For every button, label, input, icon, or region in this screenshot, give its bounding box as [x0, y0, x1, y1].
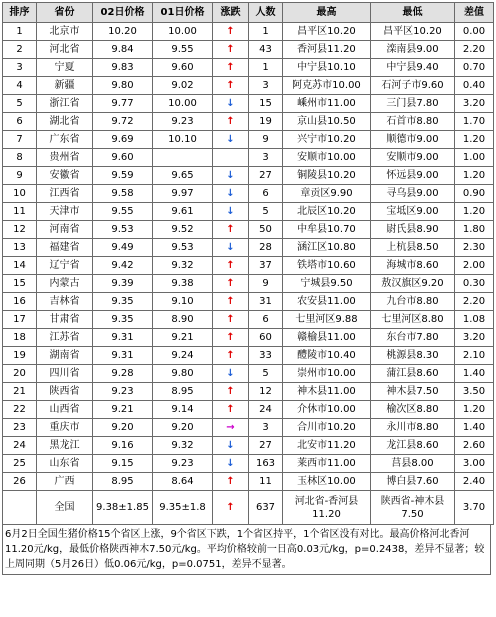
table-row — [3, 329, 494, 347]
rank-cell: 4 — [3, 77, 37, 95]
low-cell: 怀远县9.00 — [371, 167, 455, 185]
high-cell: 崇州市10.00 — [283, 365, 371, 383]
high-cell: 涵江区10.80 — [283, 239, 371, 257]
count-cell: 19 — [249, 113, 283, 131]
total-high: 河北省-香河县11.20 — [283, 491, 371, 525]
diff-cell: 2.30 — [455, 239, 494, 257]
diff-cell: 1.70 — [455, 113, 494, 131]
rank-cell: 10 — [3, 185, 37, 203]
province-cell: 广西 — [37, 473, 93, 491]
price-02-cell: 9.15 — [93, 455, 153, 473]
count-cell: 60 — [249, 329, 283, 347]
low-cell: 七里河区8.80 — [371, 311, 455, 329]
low-cell: 顺德市9.00 — [371, 131, 455, 149]
province-cell: 辽宁省 — [37, 257, 93, 275]
rank-cell: 7 — [3, 131, 37, 149]
province-cell: 江西省 — [37, 185, 93, 203]
high-cell: 合川市10.20 — [283, 419, 371, 437]
price-01-cell: 9.14 — [153, 401, 213, 419]
diff-cell: 3.20 — [455, 329, 494, 347]
header-low: 最低 — [371, 3, 455, 23]
province-cell: 湖南省 — [37, 347, 93, 365]
price-01-cell: 9.38 — [153, 275, 213, 293]
trend-down-icon: ↓ — [213, 455, 249, 473]
count-cell: 33 — [249, 347, 283, 365]
low-cell: 永川市8.80 — [371, 419, 455, 437]
table-row — [3, 113, 494, 131]
rank-cell: 25 — [3, 455, 37, 473]
table-row — [3, 59, 494, 77]
price-02-cell: 9.77 — [93, 95, 153, 113]
low-cell: 九台市8.80 — [371, 293, 455, 311]
table-row — [3, 131, 494, 149]
header-high: 最高 — [283, 3, 371, 23]
trend-up-icon: ↑ — [213, 257, 249, 275]
total-diff: 3.70 — [455, 491, 494, 525]
province-cell: 浙江省 — [37, 95, 93, 113]
price-01-cell: 9.53 — [153, 239, 213, 257]
diff-cell: 3.20 — [455, 95, 494, 113]
price-02-cell: 10.20 — [93, 23, 153, 41]
count-cell: 11 — [249, 473, 283, 491]
diff-cell: 2.60 — [455, 437, 494, 455]
province-cell: 北京市 — [37, 23, 93, 41]
table-row — [3, 185, 494, 203]
count-cell: 3 — [249, 419, 283, 437]
diff-cell: 1.40 — [455, 365, 494, 383]
table-row — [3, 239, 494, 257]
trend-up-icon: ↑ — [213, 311, 249, 329]
price-02-cell: 9.72 — [93, 113, 153, 131]
province-cell: 河南省 — [37, 221, 93, 239]
table-row — [3, 473, 494, 491]
count-cell: 1 — [249, 59, 283, 77]
diff-cell: 1.20 — [455, 131, 494, 149]
total-trend-icon: ↑ — [213, 491, 249, 525]
rank-cell: 12 — [3, 221, 37, 239]
table-row — [3, 149, 494, 167]
low-cell: 榆次区8.80 — [371, 401, 455, 419]
price-01-cell: 8.95 — [153, 383, 213, 401]
price-01-cell: 8.90 — [153, 311, 213, 329]
diff-cell: 1.20 — [455, 401, 494, 419]
count-cell: 12 — [249, 383, 283, 401]
price-01-cell: 9.24 — [153, 347, 213, 365]
low-cell: 昌平区10.20 — [371, 23, 455, 41]
count-cell: 28 — [249, 239, 283, 257]
rank-cell: 1 — [3, 23, 37, 41]
price-02-cell: 9.42 — [93, 257, 153, 275]
high-cell: 北安市11.20 — [283, 437, 371, 455]
price-01-cell: 9.55 — [153, 41, 213, 59]
diff-cell: 2.40 — [455, 473, 494, 491]
table-row — [3, 383, 494, 401]
price-01-cell: 9.97 — [153, 185, 213, 203]
high-cell: 中宁县10.10 — [283, 59, 371, 77]
rank-cell: 18 — [3, 329, 37, 347]
province-cell: 陕西省 — [37, 383, 93, 401]
price-02-cell: 9.69 — [93, 131, 153, 149]
trend-down-icon: ↓ — [213, 131, 249, 149]
table-row — [3, 77, 494, 95]
high-cell: 醴陵市10.40 — [283, 347, 371, 365]
count-cell: 163 — [249, 455, 283, 473]
table-header-row — [3, 3, 494, 23]
price-02-cell: 9.31 — [93, 347, 153, 365]
table-row — [3, 167, 494, 185]
table-row — [3, 95, 494, 113]
province-cell: 黑龙江 — [37, 437, 93, 455]
province-cell: 天津市 — [37, 203, 93, 221]
total-count: 637 — [249, 491, 283, 525]
diff-cell: 2.20 — [455, 293, 494, 311]
low-cell: 神木县7.50 — [371, 383, 455, 401]
header-rank: 排序 — [3, 3, 37, 23]
price-02-cell: 9.60 — [93, 149, 153, 167]
low-cell: 海城市8.60 — [371, 257, 455, 275]
trend-up-icon: ↑ — [213, 347, 249, 365]
low-cell: 寻乌县9.00 — [371, 185, 455, 203]
trend-up-icon: ↑ — [213, 383, 249, 401]
price-02-cell: 9.16 — [93, 437, 153, 455]
high-cell: 农安县11.00 — [283, 293, 371, 311]
rank-cell: 21 — [3, 383, 37, 401]
province-cell: 吉林省 — [37, 293, 93, 311]
header-diff: 差值 — [455, 3, 494, 23]
high-cell: 莱西市11.00 — [283, 455, 371, 473]
low-cell: 博白县7.60 — [371, 473, 455, 491]
table-row — [3, 221, 494, 239]
price-01-cell: 9.32 — [153, 257, 213, 275]
count-cell: 6 — [249, 185, 283, 203]
trend-up-icon: ↑ — [213, 221, 249, 239]
price-01-cell — [153, 149, 213, 167]
diff-cell: 1.20 — [455, 203, 494, 221]
price-02-cell: 9.28 — [93, 365, 153, 383]
table-row — [3, 455, 494, 473]
trend-up-icon: ↑ — [213, 329, 249, 347]
rank-cell: 16 — [3, 293, 37, 311]
total-price-01: 9.35±1.8 — [153, 491, 213, 525]
price-02-cell: 8.95 — [93, 473, 153, 491]
trend-up-icon: ↑ — [213, 113, 249, 131]
rank-cell: 5 — [3, 95, 37, 113]
rank-cell: 15 — [3, 275, 37, 293]
province-cell: 江苏省 — [37, 329, 93, 347]
low-cell: 东台市7.80 — [371, 329, 455, 347]
province-cell: 湖北省 — [37, 113, 93, 131]
price-01-cell: 9.02 — [153, 77, 213, 95]
table-row — [3, 257, 494, 275]
trend-down-icon: ↓ — [213, 365, 249, 383]
high-cell: 章贡区9.90 — [283, 185, 371, 203]
table-row — [3, 437, 494, 455]
price-01-cell: 9.32 — [153, 437, 213, 455]
count-cell: 6 — [249, 311, 283, 329]
count-cell: 43 — [249, 41, 283, 59]
price-02-cell: 9.59 — [93, 167, 153, 185]
trend-flat-icon: → — [213, 419, 249, 437]
low-cell: 上杭县8.50 — [371, 239, 455, 257]
diff-cell: 1.08 — [455, 311, 494, 329]
trend-down-icon: ↓ — [213, 239, 249, 257]
rank-cell: 20 — [3, 365, 37, 383]
price-01-cell: 9.20 — [153, 419, 213, 437]
price-02-cell: 9.83 — [93, 59, 153, 77]
table-row — [3, 401, 494, 419]
table-body — [3, 23, 494, 491]
province-cell: 河北省 — [37, 41, 93, 59]
summary-note: 6月2日全国生猪价格15个省区上涨，9个省区下跌，1个省区持平，1个省区没有对比。最高价格河北香河11.20元/kg，最低价格陕西神木7.50元/kg。平均价格较前一日高0.03元/kg，p=0.2438，差异不显著；较上周同期（5月26日）低0.06元/kg，p=0.0751，差异不显著。 — [2, 525, 491, 575]
table-row — [3, 275, 494, 293]
header-trend: 涨跌 — [213, 3, 249, 23]
diff-cell: 3.00 — [455, 455, 494, 473]
price-01-cell: 9.10 — [153, 293, 213, 311]
diff-cell: 2.20 — [455, 41, 494, 59]
price-01-cell: 9.23 — [153, 113, 213, 131]
price-02-cell: 9.20 — [93, 419, 153, 437]
count-cell: 37 — [249, 257, 283, 275]
low-cell: 蒲江县8.60 — [371, 365, 455, 383]
province-cell: 福建省 — [37, 239, 93, 257]
trend-down-icon: ↓ — [213, 185, 249, 203]
diff-cell: 0.40 — [455, 77, 494, 95]
high-cell: 香河县11.20 — [283, 41, 371, 59]
count-cell: 9 — [249, 275, 283, 293]
price-01-cell: 9.61 — [153, 203, 213, 221]
rank-cell: 17 — [3, 311, 37, 329]
trend-up-icon: ↑ — [213, 41, 249, 59]
price-01-cell: 9.21 — [153, 329, 213, 347]
diff-cell: 0.30 — [455, 275, 494, 293]
trend-up-icon: ↑ — [213, 59, 249, 77]
trend-up-icon: ↑ — [213, 401, 249, 419]
diff-cell: 0.90 — [455, 185, 494, 203]
count-cell: 3 — [249, 77, 283, 95]
province-cell: 甘肃省 — [37, 311, 93, 329]
price-02-cell: 9.23 — [93, 383, 153, 401]
province-cell: 内蒙古 — [37, 275, 93, 293]
trend-down-icon: ↓ — [213, 95, 249, 113]
total-row — [3, 491, 494, 525]
diff-cell: 0.70 — [455, 59, 494, 77]
rank-cell: 19 — [3, 347, 37, 365]
price-02-cell: 9.84 — [93, 41, 153, 59]
price-01-cell: 9.80 — [153, 365, 213, 383]
price-02-cell: 9.35 — [93, 293, 153, 311]
rank-cell: 3 — [3, 59, 37, 77]
province-cell: 安徽省 — [37, 167, 93, 185]
trend-cell — [213, 149, 249, 167]
price-table — [2, 2, 494, 525]
price-02-cell: 9.35 — [93, 311, 153, 329]
trend-up-icon: ↑ — [213, 275, 249, 293]
rank-cell: 8 — [3, 149, 37, 167]
rank-cell: 6 — [3, 113, 37, 131]
count-cell: 5 — [249, 365, 283, 383]
table-row — [3, 23, 494, 41]
low-cell: 安顺市9.00 — [371, 149, 455, 167]
high-cell: 神木县11.00 — [283, 383, 371, 401]
trend-up-icon: ↑ — [213, 293, 249, 311]
low-cell: 宝坻区9.00 — [371, 203, 455, 221]
low-cell: 中宁县9.40 — [371, 59, 455, 77]
high-cell: 阿克苏市10.00 — [283, 77, 371, 95]
price-02-cell: 9.80 — [93, 77, 153, 95]
high-cell: 京山县10.50 — [283, 113, 371, 131]
count-cell: 31 — [249, 293, 283, 311]
trend-up-icon: ↑ — [213, 77, 249, 95]
price-02-cell: 9.53 — [93, 221, 153, 239]
low-cell: 尉氏县8.90 — [371, 221, 455, 239]
price-01-cell: 10.10 — [153, 131, 213, 149]
province-cell: 四川省 — [37, 365, 93, 383]
table-row — [3, 311, 494, 329]
province-cell: 广东省 — [37, 131, 93, 149]
trend-up-icon: ↑ — [213, 473, 249, 491]
high-cell: 昌平区10.20 — [283, 23, 371, 41]
diff-cell: 1.00 — [455, 149, 494, 167]
table-row — [3, 41, 494, 59]
rank-cell: 2 — [3, 41, 37, 59]
low-cell: 石首市8.80 — [371, 113, 455, 131]
province-cell: 重庆市 — [37, 419, 93, 437]
count-cell: 50 — [249, 221, 283, 239]
high-cell: 介休市10.00 — [283, 401, 371, 419]
province-cell: 新疆 — [37, 77, 93, 95]
rank-cell: 11 — [3, 203, 37, 221]
high-cell: 中牟县10.70 — [283, 221, 371, 239]
diff-cell: 0.00 — [455, 23, 494, 41]
price-01-cell: 8.64 — [153, 473, 213, 491]
table-row — [3, 365, 494, 383]
diff-cell: 1.40 — [455, 419, 494, 437]
trend-down-icon: ↓ — [213, 437, 249, 455]
count-cell: 3 — [249, 149, 283, 167]
price-01-cell: 9.23 — [153, 455, 213, 473]
trend-down-icon: ↓ — [213, 203, 249, 221]
header-count: 人数 — [249, 3, 283, 23]
total-label: 全国 — [37, 491, 93, 525]
total-price-02: 9.38±1.85 — [93, 491, 153, 525]
rank-cell: 26 — [3, 473, 37, 491]
high-cell: 北辰区10.20 — [283, 203, 371, 221]
count-cell: 9 — [249, 131, 283, 149]
header-price-02: 02日价格 — [93, 3, 153, 23]
price-01-cell: 9.52 — [153, 221, 213, 239]
count-cell: 1 — [249, 23, 283, 41]
total-rank-cell — [3, 491, 37, 525]
header-price-01: 01日价格 — [153, 3, 213, 23]
price-02-cell: 9.55 — [93, 203, 153, 221]
high-cell: 安顺市10.00 — [283, 149, 371, 167]
diff-cell: 3.50 — [455, 383, 494, 401]
rank-cell: 23 — [3, 419, 37, 437]
rank-cell: 13 — [3, 239, 37, 257]
high-cell: 铜陵县10.20 — [283, 167, 371, 185]
trend-down-icon: ↓ — [213, 167, 249, 185]
province-cell: 山东省 — [37, 455, 93, 473]
high-cell: 七里河区9.88 — [283, 311, 371, 329]
price-01-cell: 10.00 — [153, 23, 213, 41]
price-02-cell: 9.58 — [93, 185, 153, 203]
rank-cell: 24 — [3, 437, 37, 455]
diff-cell: 2.00 — [455, 257, 494, 275]
total-low: 陕西省-神木县7.50 — [371, 491, 455, 525]
low-cell: 敖汉旗区9.20 — [371, 275, 455, 293]
price-01-cell: 9.60 — [153, 59, 213, 77]
table-row — [3, 419, 494, 437]
header-province: 省份 — [37, 3, 93, 23]
count-cell: 27 — [249, 167, 283, 185]
price-02-cell: 9.49 — [93, 239, 153, 257]
rank-cell: 14 — [3, 257, 37, 275]
high-cell: 兴宁市10.20 — [283, 131, 371, 149]
price-report — [2, 2, 493, 575]
rank-cell: 9 — [3, 167, 37, 185]
price-01-cell: 9.65 — [153, 167, 213, 185]
table-row — [3, 203, 494, 221]
province-cell: 宁夏 — [37, 59, 93, 77]
high-cell: 嵊州市11.00 — [283, 95, 371, 113]
low-cell: 石河子市9.60 — [371, 77, 455, 95]
diff-cell: 1.80 — [455, 221, 494, 239]
price-02-cell: 9.21 — [93, 401, 153, 419]
low-cell: 滦南县9.00 — [371, 41, 455, 59]
diff-cell: 1.20 — [455, 167, 494, 185]
trend-up-icon: ↑ — [213, 23, 249, 41]
count-cell: 24 — [249, 401, 283, 419]
low-cell: 三门县7.80 — [371, 95, 455, 113]
low-cell: 莒县8.00 — [371, 455, 455, 473]
diff-cell: 2.10 — [455, 347, 494, 365]
count-cell: 15 — [249, 95, 283, 113]
rank-cell: 22 — [3, 401, 37, 419]
high-cell: 铁塔市10.60 — [283, 257, 371, 275]
table-row — [3, 293, 494, 311]
low-cell: 龙江县8.60 — [371, 437, 455, 455]
price-01-cell: 10.00 — [153, 95, 213, 113]
high-cell: 赣榆县11.00 — [283, 329, 371, 347]
high-cell: 宁城县9.50 — [283, 275, 371, 293]
count-cell: 27 — [249, 437, 283, 455]
high-cell: 玉林区10.00 — [283, 473, 371, 491]
table-row — [3, 347, 494, 365]
low-cell: 桃源县8.30 — [371, 347, 455, 365]
province-cell: 贵州省 — [37, 149, 93, 167]
count-cell: 5 — [249, 203, 283, 221]
price-02-cell: 9.31 — [93, 329, 153, 347]
price-02-cell: 9.39 — [93, 275, 153, 293]
province-cell: 山西省 — [37, 401, 93, 419]
